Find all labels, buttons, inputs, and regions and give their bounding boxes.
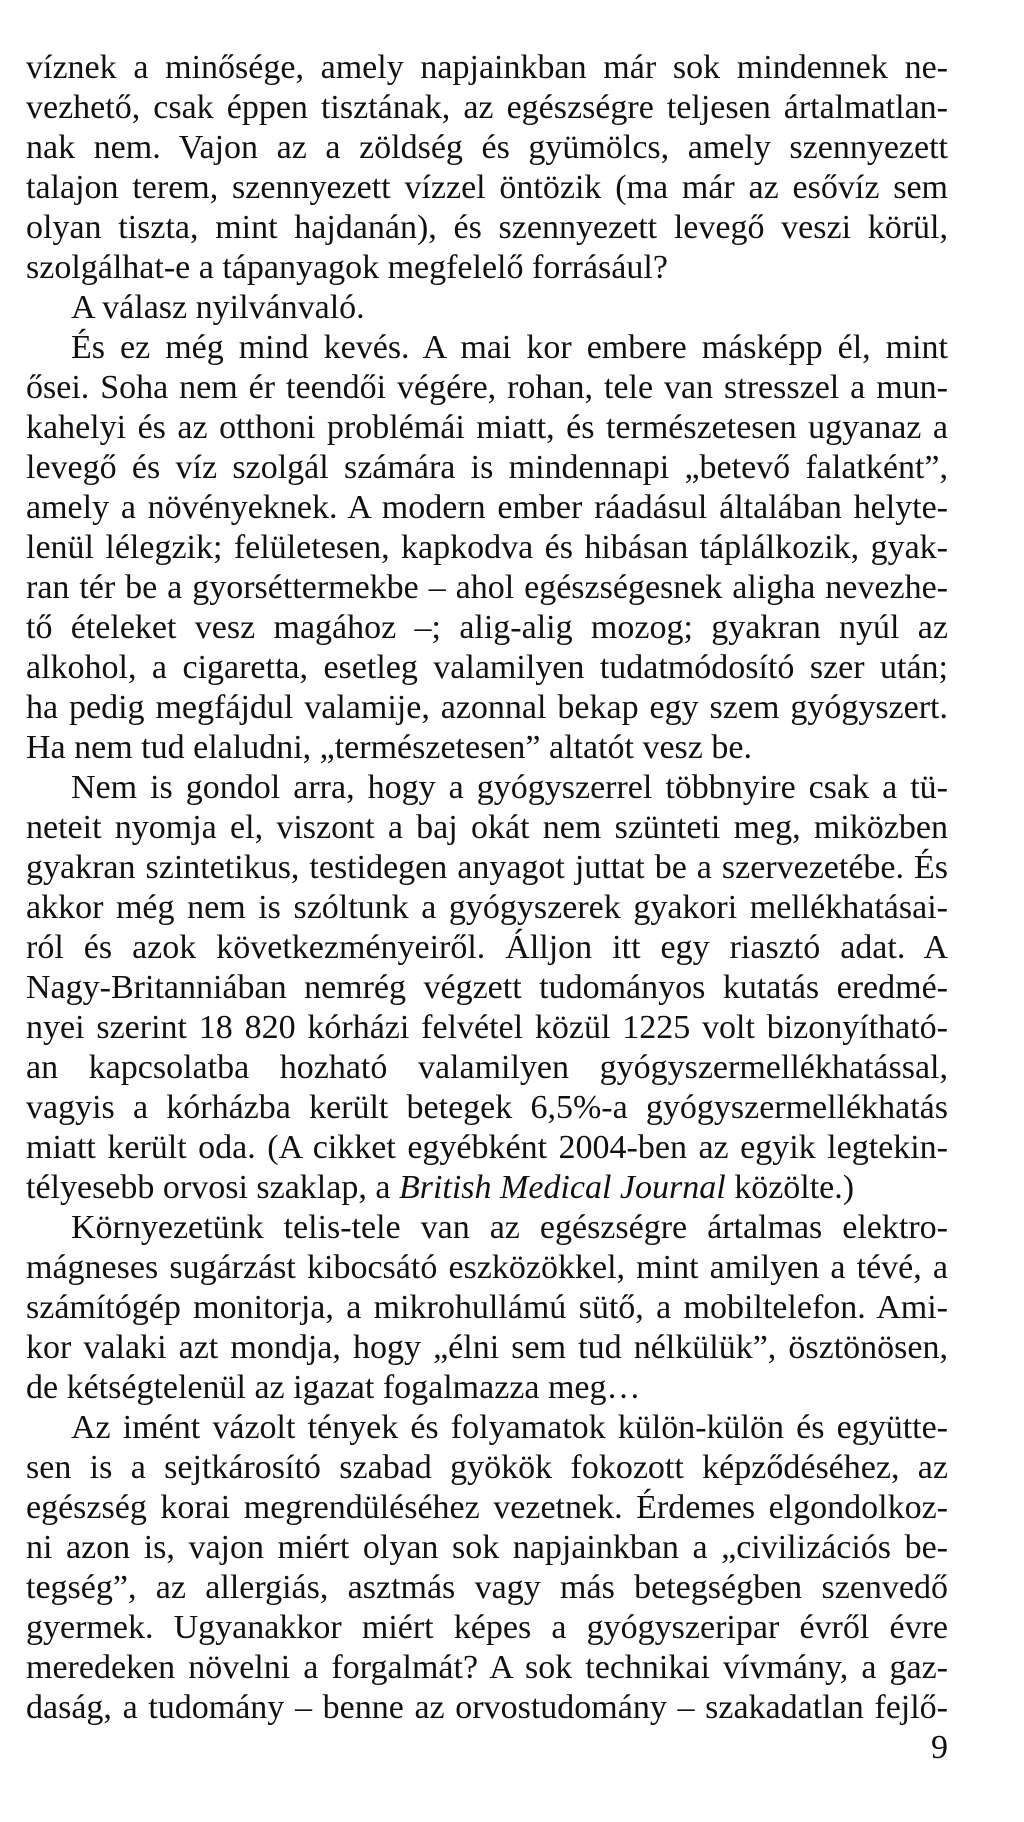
text-line: Az imént vázolt tények és folyamatok külön-külön és együtte- (71, 1409, 948, 1446)
text-line: És ez még mind kevés. A mai kor embere másképp él, mint (71, 329, 948, 366)
text-line: nyei szerint 18 820 kórházi felvétel közül 1225 volt bizonyítható- (26, 1009, 948, 1046)
text-line: kahelyi és az otthoni problémái miatt, és természetesen ugyanaz a (26, 409, 948, 446)
text-line: amely a növényeknek. A modern ember ráadásul általában helyte- (26, 489, 948, 526)
text-line: neteit nyomja el, viszont a baj okát nem szünteti meg, miközben (26, 809, 948, 846)
text-line: tegség”, az allergiás, asztmás vagy más betegségben szenvedő (26, 1569, 948, 1606)
text-line: talajon terem, szennyezett vízzel öntözik (ma már az esővíz sem (26, 169, 948, 206)
text-line: ról és azok következményeiről. Álljon itt egy riasztó adat. A (26, 929, 948, 966)
text-line (26, 1168, 948, 1208)
text-line: A válasz nyilvánvaló. (71, 289, 365, 326)
text-line: de kétségtelenül az igazat fogalmazza meg… (26, 1369, 641, 1406)
text-line: vagyis a kórházba került betegek 6,5%-a gyógyszermellékhatás (26, 1089, 948, 1126)
text-line: sen is a sejtkárosító szabad gyökök fokozott képződéséhez, az (26, 1449, 948, 1486)
text-line: kor valaki azt mondja, hogy „élni sem tud nélkülük”, ösztönösen, (26, 1329, 948, 1366)
text-line: Ha nem tud elaludni, „természetesen” altatót vesz be. (26, 729, 752, 766)
text-line: alkohol, a cigaretta, esetleg valamilyen tudatmódosító szer után; (26, 649, 948, 686)
text-line: víznek a minősége, amely napjainkban már sok mindennek ne- (26, 49, 948, 86)
text-line: akkor még nem is szóltunk a gyógyszerek gyakori mellékhatásai- (26, 889, 948, 926)
text-line: Nem is gondol arra, hogy a gyógyszerrel többnyire csak a tü- (71, 769, 948, 806)
text-line: an kapcsolatba hozható valamilyen gyógyszermellékhatással, (26, 1049, 948, 1086)
text-line: levegő és víz szolgál számára is mindennapi „betevő falatként”, (26, 449, 948, 486)
text-line: tő ételeket vesz magához –; alig-alig mozog; gyakran nyúl az (26, 609, 948, 646)
page-number: 9 (931, 1729, 948, 1766)
text-segment: télyesebb orvosi szaklap, a (26, 1169, 399, 1206)
text-line: ran tér be a gyorséttermekbe – ahol egészségesnek aligha nevezhe- (26, 569, 948, 606)
body-text (26, 48, 948, 1728)
text-line: olyan tiszta, mint hajdanán), és szennyezett levegő veszi körül, (26, 209, 948, 246)
text-line: számítógép monitorja, a mikrohullámú sütő, a mobiltelefon. Ami- (26, 1289, 948, 1326)
text-line: nak nem. Vajon az a zöldség és gyümölcs, amely szennyezett (26, 129, 948, 166)
text-line: miatt került oda. (A cikket egyébként 2004-ben az egyik legtekin- (26, 1129, 948, 1166)
text-line: Nagy-Britanniában nemrég végzett tudományos kutatás eredmé- (26, 969, 948, 1006)
text-line: meredeken növelni a forgalmát? A sok technikai vívmány, a gaz- (26, 1649, 948, 1686)
text-line: ha pedig megfájdul valamije, azonnal bekap egy szem gyógyszert. (26, 689, 948, 726)
text-line: szolgálhat-e a tápanyagok megfelelő forrásául? (26, 249, 668, 286)
text-segment: közölte.) (725, 1169, 855, 1206)
journal-title: British Medical Journal (398, 1169, 726, 1206)
text-line: gyermek. Ugyanakkor miért képes a gyógyszeripar évről évre (26, 1609, 948, 1646)
text-line: daság, a tudomány – benne az orvostudomány – szakadatlan fejlő- (26, 1689, 948, 1726)
text-line: vezhető, csak éppen tisztának, az egészségre teljesen ártalmatlan- (26, 89, 948, 126)
text-line: mágneses sugárzást kibocsátó eszközökkel, mint amilyen a tévé, a (26, 1249, 948, 1286)
text-line: lenül lélegzik; felületesen, kapkodva és hibásan táplálkozik, gyak- (26, 529, 948, 566)
text-line: gyakran szintetikus, testidegen anyagot juttat be a szervezetébe. És (26, 849, 948, 886)
text-line: Környezetünk telis-tele van az egészségre ártalmas elektro- (71, 1209, 948, 1246)
text-line: egészség korai megrendüléséhez vezetnek. Érdemes elgondolkoz- (26, 1489, 948, 1526)
text-line: ősei. Soha nem ér teendői végére, rohan, tele van stresszel a mun- (26, 369, 948, 406)
text-line: ni azon is, vajon miért olyan sok napjainkban a „civilizációs be- (26, 1529, 948, 1566)
